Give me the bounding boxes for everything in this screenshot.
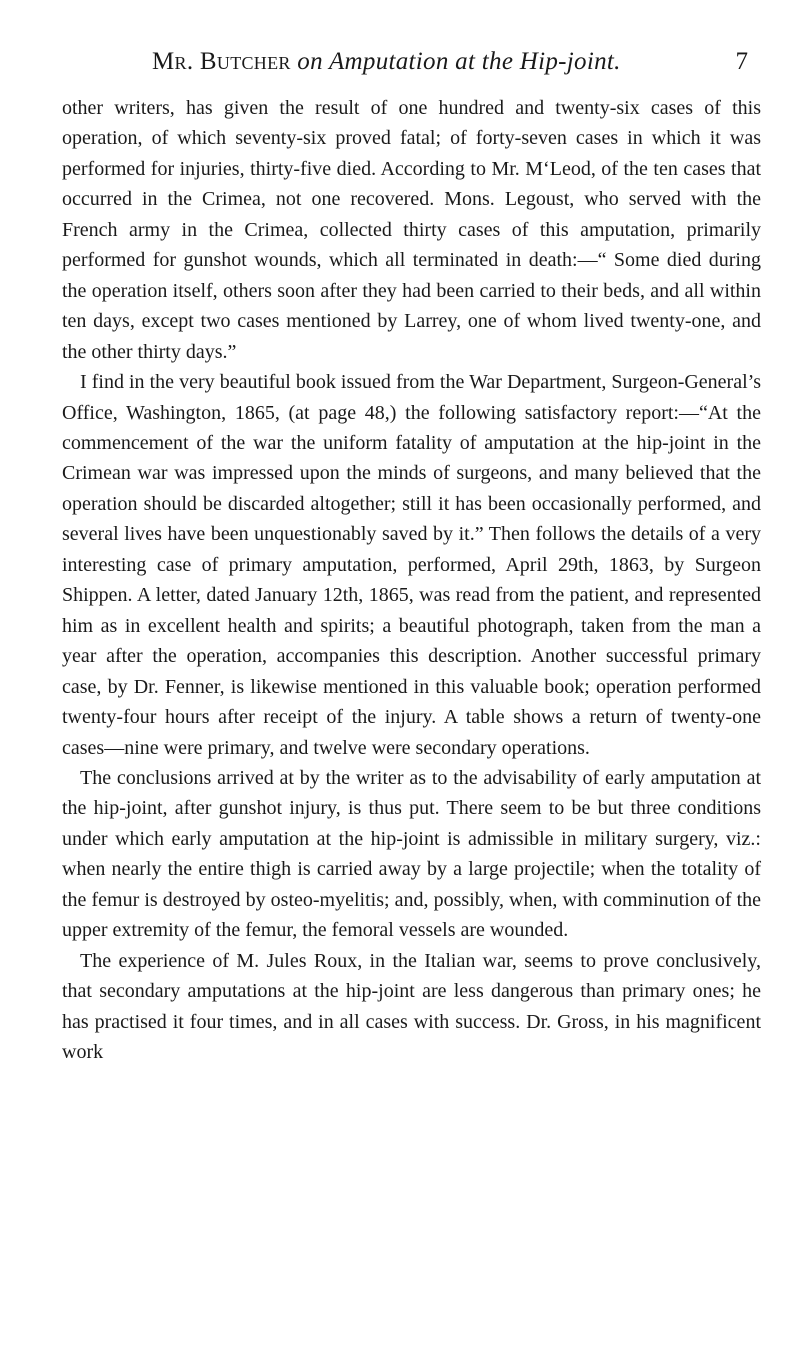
paragraph-4: The experience of M. Jules Roux, in the Italian war, seems to prove conclusively, that secondary amputations at the hip-joint are less dangerous than primary ones; he has practised it four times, and in all cases with success. Dr. Gross, in his magnificent work (62, 949, 761, 1064)
header-author: Mr. Butcher (152, 48, 291, 75)
paragraph-2: I find in the very beautiful book issued from the War Department, Surgeon-General’s Office, Washington, 1865, (at page 48,) the following satisfactory report:—“At the commencement of the war the uniform fatality of amputation at the hip-joint in the Crimean war was impressed upon the minds of surgeons, and many believed that the operation should be discarded altogether; still it has been occasionally performed, and several lives have been unquestionably saved by it.” Then follows the details of a very interesting case of primary amputation, performed, April 29th, 1863, by Surgeon Shippen. A letter, dated January 12th, 1865, was read from the patient, and represented him as in excellent health and spirits; a beautiful photograph, taken from the man a year after the operation, accompanies this description. Another successful primary case, by Dr. Fenner, is likewise mentioned in this valuable book; operation performed twenty-four hours after receipt of the injury. A table shows a return of twenty-one cases—nine were primary, and twelve were secondary operations. (62, 371, 761, 759)
page-number: 7 (735, 48, 748, 75)
paragraph-1: other writers, has given the result of one hundred and twenty-six cases of this operation, of which seventy-six proved fatal; of forty-seven cases in which it was performed for injuries, thirty-five died. According to Mr. M‘Leod, of the ten cases that occurred in the Crimea, not one recovered. Mons. Legoust, who served with the French army in the Crimea, collected thirty cases of this amputation, primarily performed for gunshot wounds, which all terminated in death:—“ Some died during the operation itself, others soon after they had been carried to their beds, and all within ten days, except two cases mentioned by Larrey, one of whom lived twenty-one, and the other thirty days.” (62, 97, 761, 363)
header-title: Amputation at the Hip-joint. (328, 48, 621, 75)
paragraph-3: The conclusions arrived at by the writer as to the advisability of early amputation at the hip-joint, after gunshot injury, is thus put. There seem to be but three conditions under which early amputation at the hip-joint is admissible in military surgery, viz.: when nearly the entire thigh is carried away by a large projectile; when the totality of the femur is destroyed by osteo-myelitis; and, possibly, when, with comminution of the upper extremity of the femur, the femoral vessels are wounded. (62, 766, 761, 942)
header-connector: on (290, 48, 329, 75)
running-head (62, 48, 760, 84)
body-text (62, 93, 761, 1068)
running-title (152, 48, 621, 76)
